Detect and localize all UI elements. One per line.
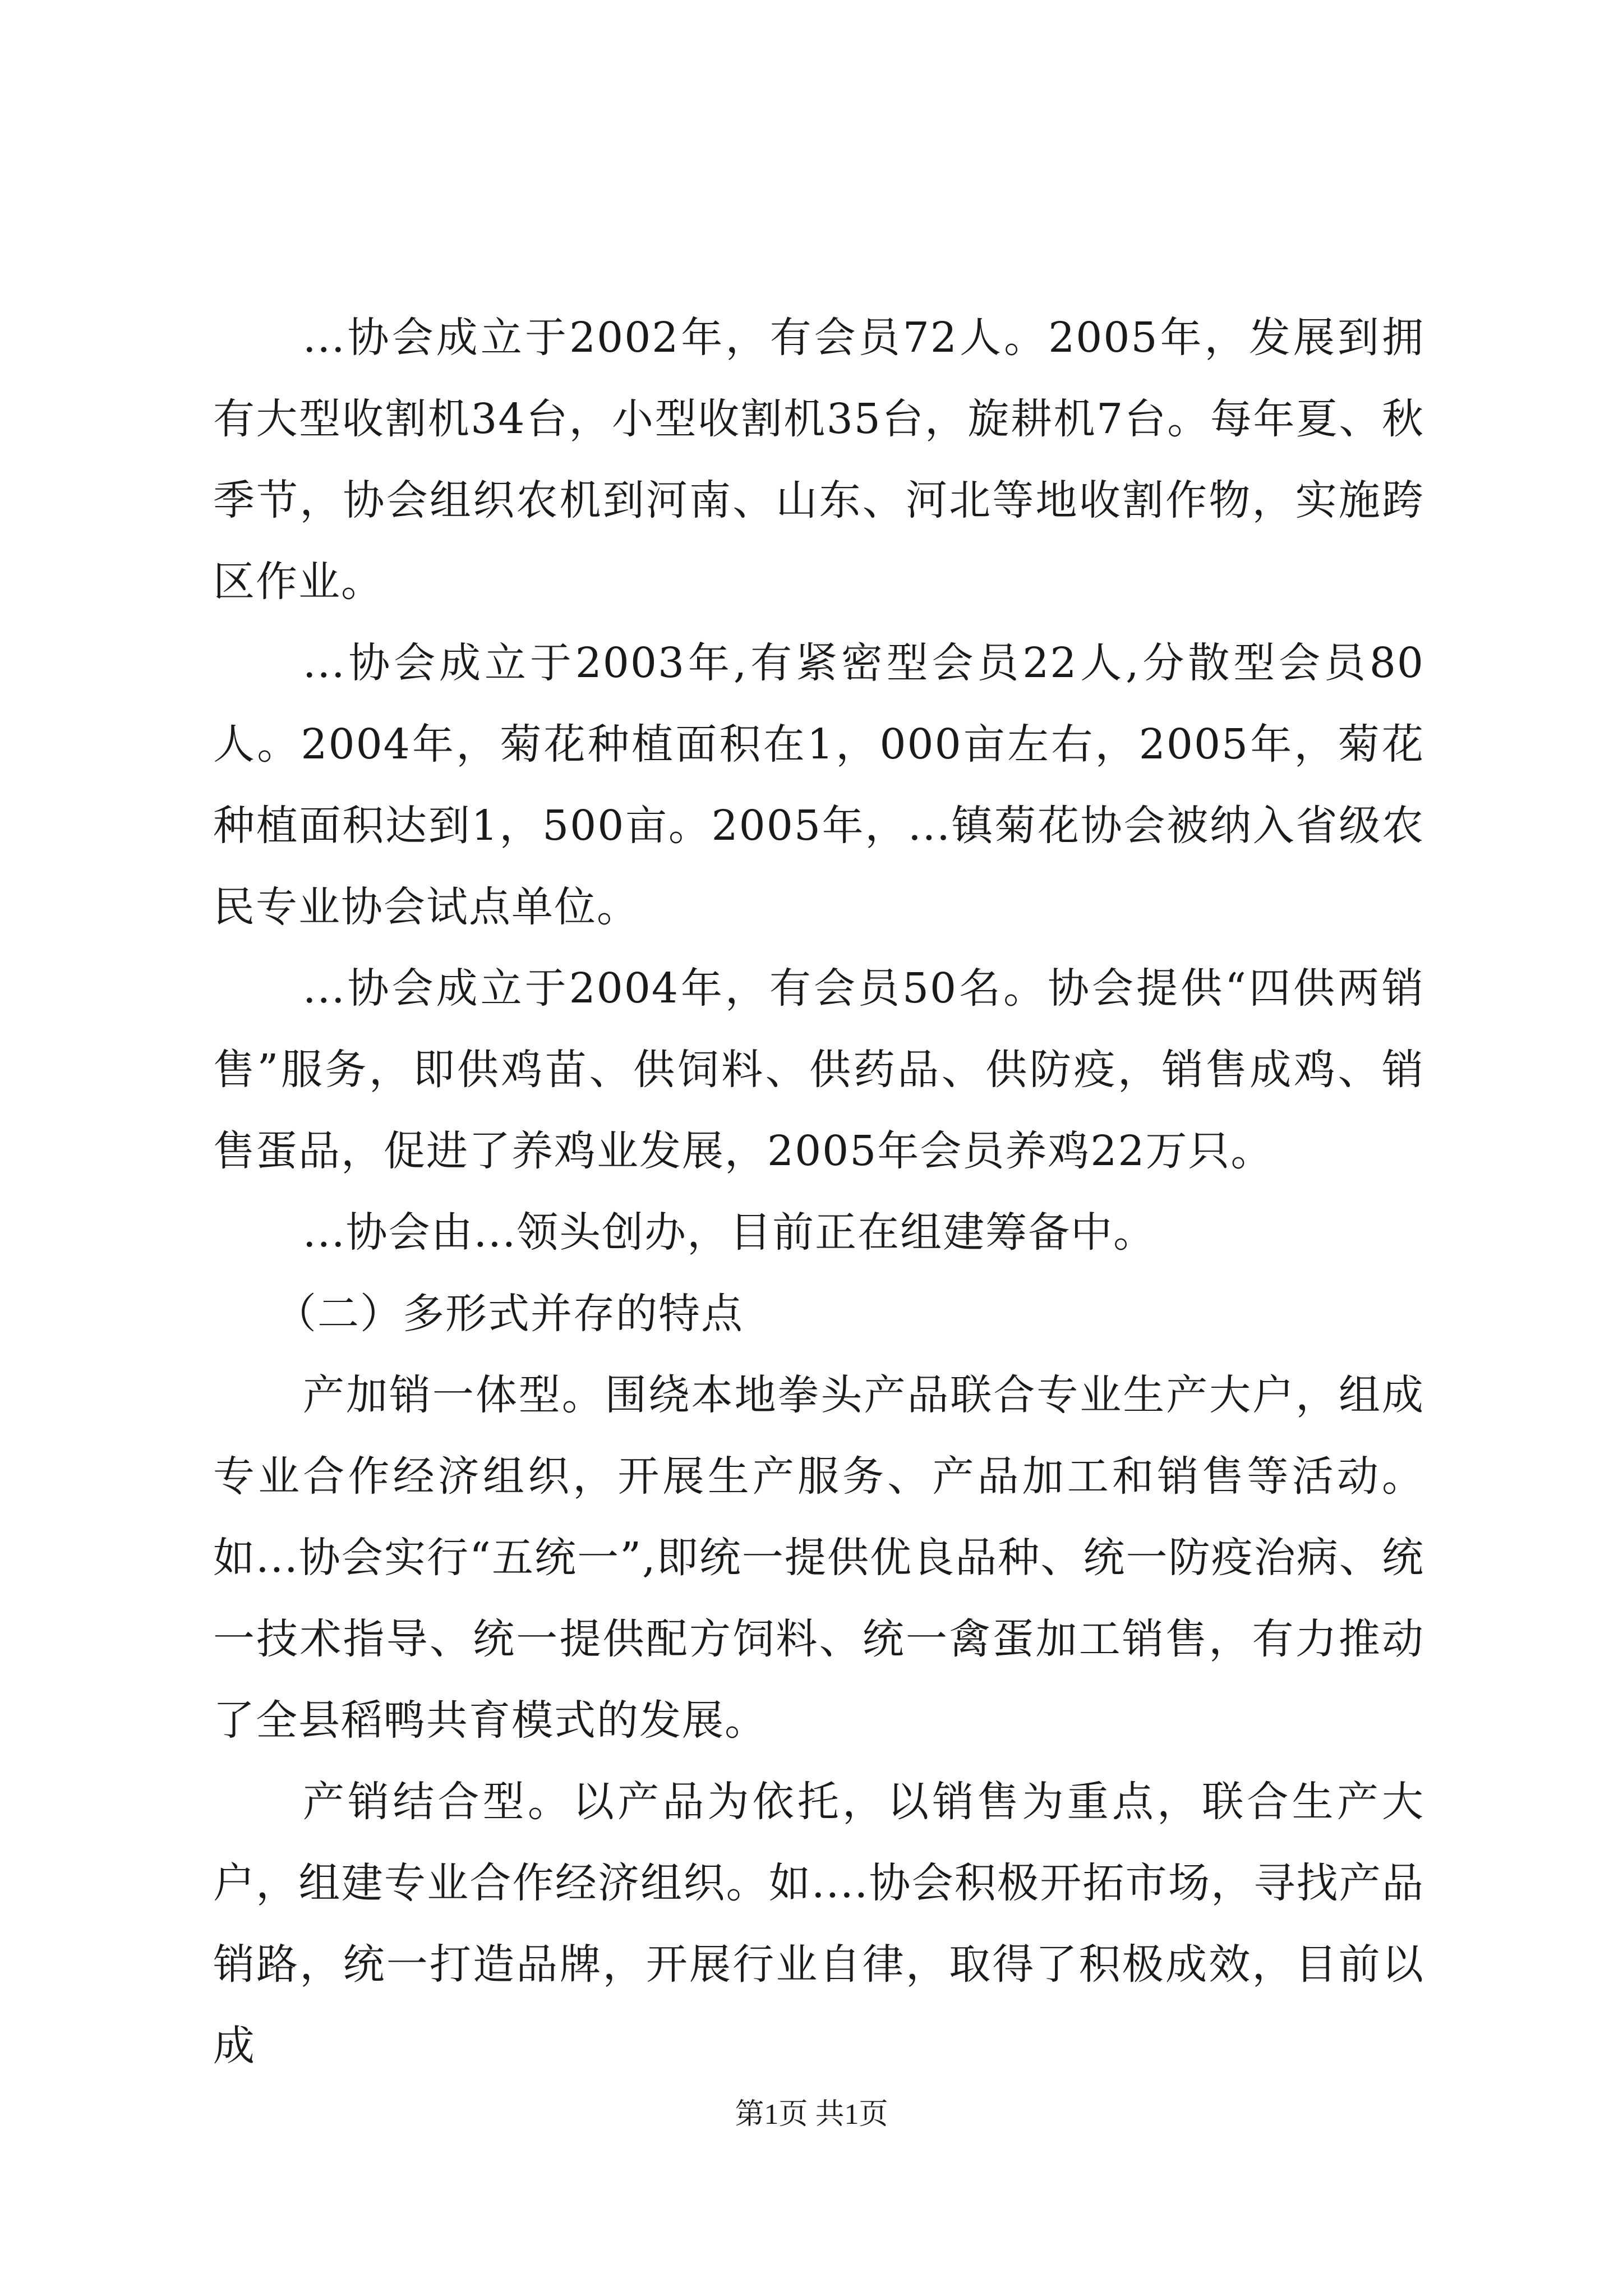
document-body <box>213 297 1424 2087</box>
paragraph-association-in-preparation: ...协会由...领头创办，目前正在组建筹备中。 <box>303 1208 1156 1257</box>
section-heading: （二）多形式并存的特点 <box>275 1290 744 1338</box>
paragraph-production-sales-type: 产销结合型。以产品为依托，以销售为重点，联合生产大户，组建专业合作经济组织。如....协会积极开拓市场，寻找产品销路，统一打造品牌，开展行业自律，取得了积极成效，目前以成 <box>213 1778 1424 2070</box>
paragraph-chrysanthemum-association: ...协会成立于2003年,有紧密型会员22人,分散型会员80人。2004年，菊花种植面积在1，000亩左右，2005年，菊花种植面积达到1，500亩。2005年，...镇菊花协会被纳入省级农民专业协会试点单位。 <box>213 639 1424 931</box>
paragraph-poultry-association: ...协会成立于2004年，有会员50名。协会提供“四供两销售”服务，即供鸡苗、供饲料、供药品、供防疫，销售成鸡、销售蛋品，促进了养鸡业发展，2005年会员养鸡22万只。 <box>213 964 1424 1175</box>
paragraph-harvester-association: ...协会成立于2002年，有会员72人。2005年，发展到拥有大型收割机34台，小型收割机35台，旋耕机7台。每年夏、秋季节，协会组织农机到河南、山东、河北等地收割作物，实施跨区作业。 <box>213 314 1424 606</box>
page-footer: 第1页 共1页 <box>735 2099 888 2131</box>
paragraph-integrated-type: 产加销一体型。围绕本地拳头产品联合专业生产大户，组成专业合作经济组织，开展生产服务、产品加工和销售等活动。如...协会实行“五统一”,即统一提供优良品种、统一防疫治病、统一技术指导、统一提供配方饲料、统一禽蛋加工销售，有力推动了全县稻鸭共育模式的发展。 <box>213 1371 1424 1745</box>
